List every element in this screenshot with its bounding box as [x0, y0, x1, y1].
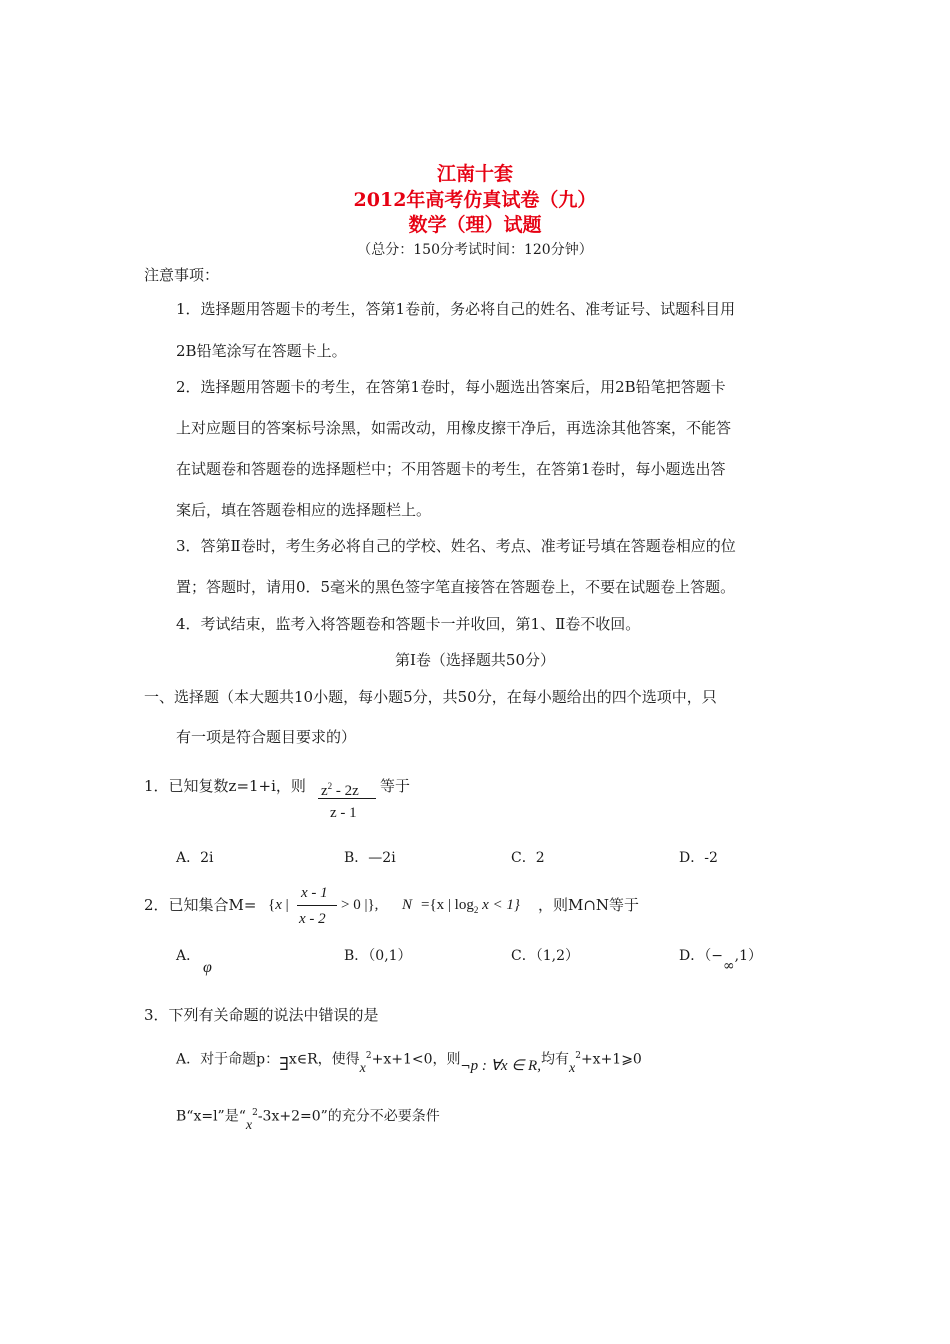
- notice-line: 1．选择题用答题卡的考生，答第1卷前，务必将自己的姓名、准考证号、试题科目用: [176, 300, 736, 318]
- part1-heading: 第Ⅰ卷（选择题共50分）: [394, 651, 555, 669]
- q3-stem: 3．下列有关命题的说法中错误的是: [144, 1006, 379, 1024]
- q1-option-b: B．—2i: [344, 850, 396, 866]
- notice-line: 3．答第Ⅱ卷时，考生务必将自己的学校、姓名、考点、准考证号填在答题卷相应的位: [176, 537, 736, 555]
- section-instructions-cont: 有一项是符合题目要求的）: [176, 728, 357, 746]
- q1-option-d: D．-2: [679, 850, 718, 866]
- q2-set-n-label: N: [402, 897, 413, 913]
- q1-denominator: z - 1: [330, 805, 357, 821]
- q2-fraction-numerator: x - 1: [301, 885, 328, 901]
- q3-option-b: B“x=l”是“$x^2-3x+2=0$”的充分不必要条件: [176, 1108, 440, 1133]
- q2-option-c: C．（1,2）: [511, 948, 579, 964]
- q2-option-d: D．（−∞,1）: [679, 948, 762, 974]
- notice-line: 在试题卷和答题卷的选择题栏中；不用答题卡的考生，在答第1卷时，每小题选出答: [176, 460, 726, 478]
- q2-fraction-denominator: x - 2: [299, 911, 326, 927]
- section-instructions: 一、选择题（本大题共10小题，每小题5分，共50分，在每小题给出的四个选项中，只: [144, 688, 717, 706]
- q1-option-a: A．2i: [176, 850, 214, 866]
- q1-stem: 1．已知复数z=1+i，则: [144, 777, 306, 795]
- q2-stem: 2．已知集合M=: [144, 896, 257, 914]
- q2-stem-suffix: ，则M∩N等于: [538, 896, 640, 914]
- exam-series-title: 江南十套: [436, 163, 513, 185]
- q2-set-m-open: {x |: [268, 897, 289, 913]
- notice-line: 置；答题时，请用0．5毫米的黑色签字笔直接答在答题卷上，不要在试题卷上答题。: [176, 578, 736, 596]
- notice-line: 2．选择题用答题卡的考生，在答第1卷时，每小题选出答案后，用2B铅笔把答题卡: [176, 378, 726, 396]
- exam-info: （总分：150分考试时间：120分钟）: [357, 242, 593, 258]
- notice-line: 上对应题目的答案标号涂黑，如需改动，用橡皮擦干净后，再选涂其他答案，不能答: [176, 419, 732, 437]
- exam-title: 2012年高考仿真试卷（九）: [353, 189, 597, 211]
- q2-set-m-close: > 0 |},: [341, 897, 379, 913]
- q2-option-a-symbol: φ: [203, 959, 212, 976]
- q2-set-n: ={x | $\log_2 x < 1$}: [421, 897, 520, 915]
- notice-heading: 注意事项：: [144, 266, 220, 284]
- notice-line: 2B铅笔涂写在答题卡上。: [176, 342, 347, 360]
- subject-title: 数学（理）试题: [408, 214, 542, 236]
- q1-option-c: C．2: [511, 850, 545, 866]
- q1-fraction-bar: [318, 798, 376, 799]
- q1-stem-suffix: 等于: [380, 777, 411, 795]
- notice-line: 案后，填在答题卷相应的选择题栏上。: [176, 501, 432, 519]
- q2-fraction-bar: [297, 905, 337, 906]
- notice-line: 4．考试结束，监考入将答题卷和答题卡一并收回，第1、Ⅱ卷不收回。: [176, 615, 641, 633]
- q1-numerator: $z^2 - 2z$: [321, 781, 359, 799]
- q3-option-a: A．对于命题p：∃x∈R，使得$x^2+x+1<0$，则¬p : ∀x ∈ R,均有$x^2+x+1⩾0$: [176, 1051, 642, 1076]
- q2-option-a: A．: [176, 948, 201, 964]
- q2-option-b: B．（0,1）: [344, 948, 412, 964]
